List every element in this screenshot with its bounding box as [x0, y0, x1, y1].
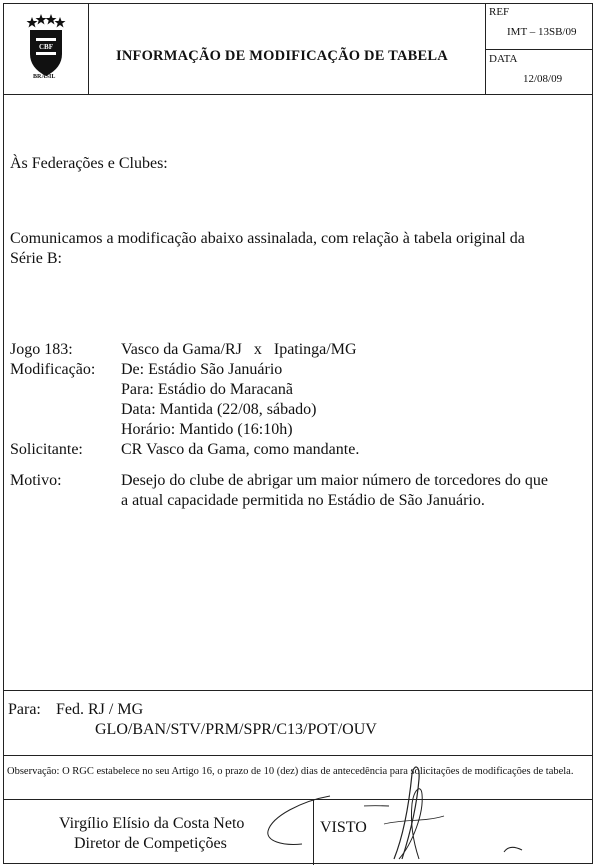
distribution-top-line — [4, 690, 592, 691]
modificacao-para: Para: Estádio do Maracanã — [121, 381, 293, 398]
header-divider-left — [88, 4, 89, 94]
document-frame — [3, 3, 593, 864]
para-line-2: GLO/BAN/STV/PRM/SPR/C13/POT/OUV — [95, 721, 377, 738]
modificacao-data: Data: Mantida (22/08, sábado) — [121, 401, 317, 418]
observation-top-line — [4, 755, 592, 756]
signature-icon — [364, 764, 464, 864]
ref-label: REF — [489, 6, 510, 18]
signature-loop-icon — [262, 786, 332, 856]
jogo-label: Jogo 183: — [10, 341, 73, 358]
motivo-label: Motivo: — [10, 472, 62, 489]
signer-name: Virgílio Elísio da Costa Neto — [59, 815, 245, 832]
observation-text: Observação: O RGC estabelece no seu Artigo 16, o prazo de 10 (dez) dias de antecedência para solicitações de modificações de tabela. — [7, 766, 574, 777]
para-label: Para: — [8, 701, 41, 718]
solicitante-label: Solicitante: — [10, 441, 83, 458]
jogo-value: Vasco da Gama/RJ x Ipatinga/MG — [121, 341, 357, 358]
motivo-line-2: a atual capacidade permitida no Estádio de São Januário. — [121, 492, 485, 509]
document-title: INFORMAÇÃO DE MODIFICAÇÃO DE TABELA — [116, 48, 448, 64]
date-label: DATA — [489, 53, 518, 65]
modificacao-de: De: Estádio São Januário — [121, 361, 283, 378]
visto-label: VISTO — [320, 819, 367, 836]
intro-line-2: Série B: — [10, 250, 62, 267]
logo-text: BRASIL — [33, 74, 56, 80]
intro-line-1: Comunicamos a modificação abaixo assinalada, com relação à tabela original da — [10, 230, 525, 247]
ref-date-divider — [485, 49, 592, 50]
header-bottom-line — [4, 94, 592, 95]
ref-value: IMT – 13SB/09 — [507, 26, 577, 38]
signer-title: Diretor de Competições — [74, 835, 227, 852]
para-line-1: Fed. RJ / MG — [56, 701, 144, 718]
logo-initials: CBF — [39, 43, 53, 51]
modificacao-horario: Horário: Mantido (16:10h) — [121, 421, 293, 438]
motivo-line-1: Desejo do clube de abrigar um maior número de torcedores do que — [121, 472, 548, 489]
signature-tail-icon — [502, 842, 524, 856]
date-value: 12/08/09 — [523, 73, 563, 85]
modificacao-label: Modificação: — [10, 361, 96, 378]
greeting: Às Federações e Clubes: — [10, 155, 168, 172]
solicitante-value: CR Vasco da Gama, como mandante. — [121, 441, 360, 458]
